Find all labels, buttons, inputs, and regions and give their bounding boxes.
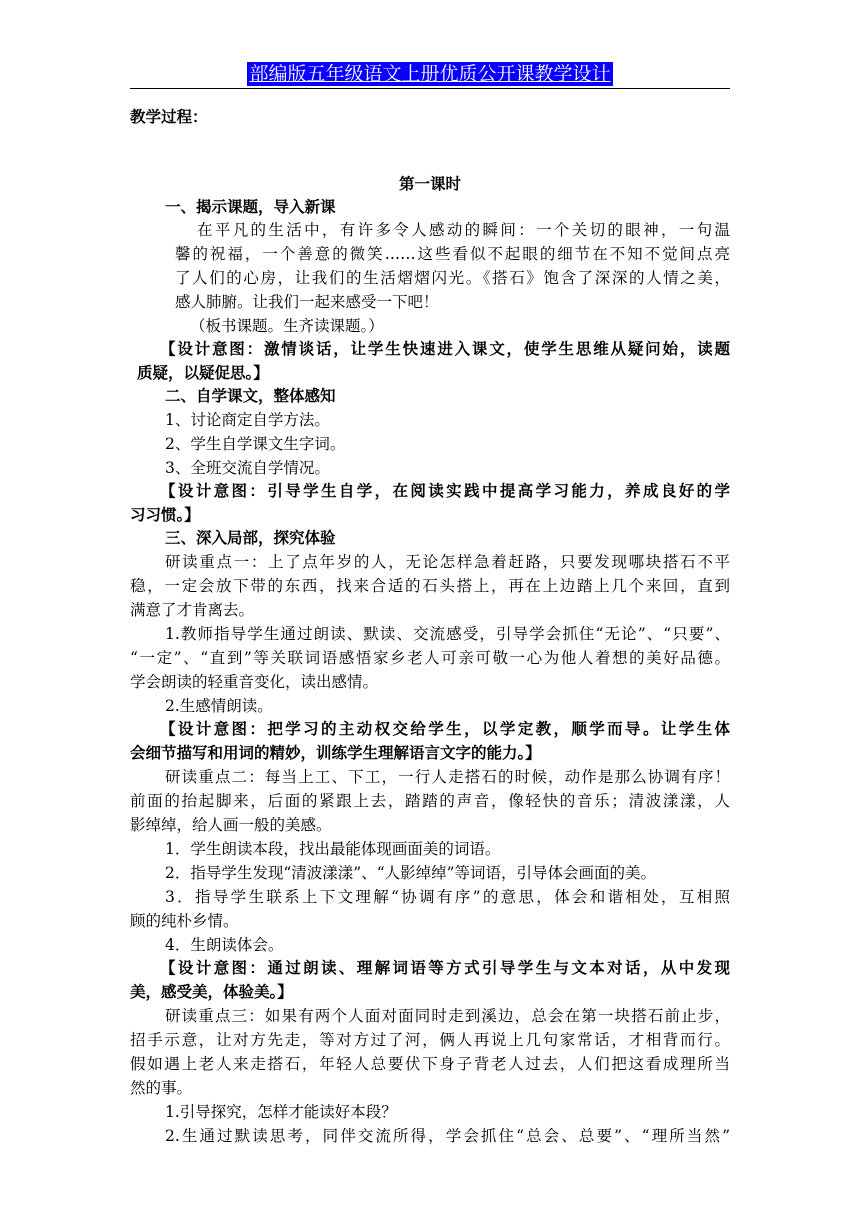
text-line: 研读重点三：如果有两个人面对面同时走到溪边，总会在第一块搭石前止步， xyxy=(165,1007,730,1025)
text-line: 2、学生自学课文生字词。 xyxy=(165,435,346,453)
header-rule xyxy=(130,88,730,89)
page-header xyxy=(130,62,730,86)
text-line: 1．学生朗读本段，找出最能体现画面美的词语。 xyxy=(165,840,501,858)
text-line: 感人肺腑。让我们一起来感受一下吧！ xyxy=(175,293,439,311)
text-line: 然的事。 xyxy=(130,1079,193,1097)
text-line: 会细节描写和用词的精妙，训练学生理解语言文字的能力。】 xyxy=(130,744,541,762)
text-line: 研读重点二：每当上工、下工，一行人走搭石的时候，动作是那么协调有序！ xyxy=(165,768,730,786)
text-line: 满意了才肯离去。 xyxy=(130,601,255,619)
text-line: 二、自学课文，整体感知 xyxy=(165,387,336,405)
text-line: 3．指导学生联系上下文理解“协调有序”的意思，体会和谐相处，互相照 xyxy=(165,888,730,906)
text-line: 馨的祝福，一个善意的微笑……这些看似不起眼的细节在不知不觉间点亮 xyxy=(175,245,730,263)
text-line: （板书课题。生齐读课题。） xyxy=(190,317,384,335)
text-line: 2.生通过默读思考，同伴交流所得，学会抓住“总会、总要”、“理所当然” xyxy=(165,1127,730,1145)
text-line: 1.教师指导学生通过朗读、默读、交流感受，引导学会抓住“无论”、“只要”、 xyxy=(165,625,730,643)
text-line: 前面的抬起脚来，后面的紧跟上去，踏踏的声音，像轻快的音乐；清波漾漾，人 xyxy=(130,792,730,810)
text-line: 一、揭示课题，导入新课 xyxy=(165,198,336,216)
text-line: 在平凡的生活中，有许多令人感动的瞬间：一个关切的眼神，一句温 xyxy=(197,221,730,239)
text-line: 稳，一定会放下带的东西，找来合适的石头搭上，再在上边踏上几个来回，直到 xyxy=(130,577,730,595)
text-line: 习习惯。】 xyxy=(130,506,200,524)
text-line: 2.生感情朗读。 xyxy=(165,697,273,715)
text-line: 假如遇上老人来走搭石，年轻人总要伏下身子背老人过去，人们把这看成理所当 xyxy=(130,1055,730,1073)
text-line: 1.引导探究，怎样才能读好本段？ xyxy=(165,1103,397,1121)
text-line: “一定”、“直到”等关联词语感悟家乡老人可亲可敬一心为他人着想的美好品德。 xyxy=(130,649,730,667)
text-line: 美，感受美，体验美。】 xyxy=(130,983,293,1001)
text-line: 3、全班交流自学情况。 xyxy=(165,459,330,477)
text-line: 2．指导学生发现“清波漾漾”、“人影绰绰”等词语，引导体会画面的美。 xyxy=(165,864,657,882)
section-label: 教学过程： xyxy=(130,108,208,126)
header-title: 部编版五年级语文上册优质公开课教学设计 xyxy=(249,63,611,85)
text-line: 研读重点一：上了点年岁的人，无论怎样急着赶路，只要发现哪块搭石不平 xyxy=(165,553,730,571)
text-line: 1、讨论商定自学方法。 xyxy=(165,411,330,429)
text-line: 质疑，以疑促思。】 xyxy=(137,364,269,382)
text-line: 影绰绰，给人画一般的美感。 xyxy=(130,816,332,834)
text-line: 【设计意图：把学习的主动权交给学生，以学定教，顺学而导。让学生体 xyxy=(160,720,730,738)
text-line: 【设计意图：通过朗读、理解词语等方式引导学生与文本对话，从中发现 xyxy=(160,959,730,977)
text-line: 【设计意图：激情谈话，让学生快速进入课文，使学生思维从疑问始，读题 xyxy=(160,340,730,358)
text-line: 顾的纯朴乡情。 xyxy=(130,912,239,930)
text-line: 招手示意，让对方先走，等对方过了河，俩人再说上几句家常话，才相背而行。 xyxy=(130,1031,730,1049)
text-line: 了人们的心房，让我们的生活熠熠闪光。《搭石》饱含了深深的人情之美， xyxy=(175,269,730,287)
text-line: 学会朗读的轻重音变化，读出感情。 xyxy=(130,673,379,691)
text-line: 【设计意图：引导学生自学，在阅读实践中提高学习能力，养成良好的学 xyxy=(160,482,730,500)
text-line: 三、深入局部，探究体验 xyxy=(165,529,336,547)
lesson-title: 第一课时 xyxy=(398,175,461,193)
text-line: 4．生朗读体会。 xyxy=(165,936,284,954)
